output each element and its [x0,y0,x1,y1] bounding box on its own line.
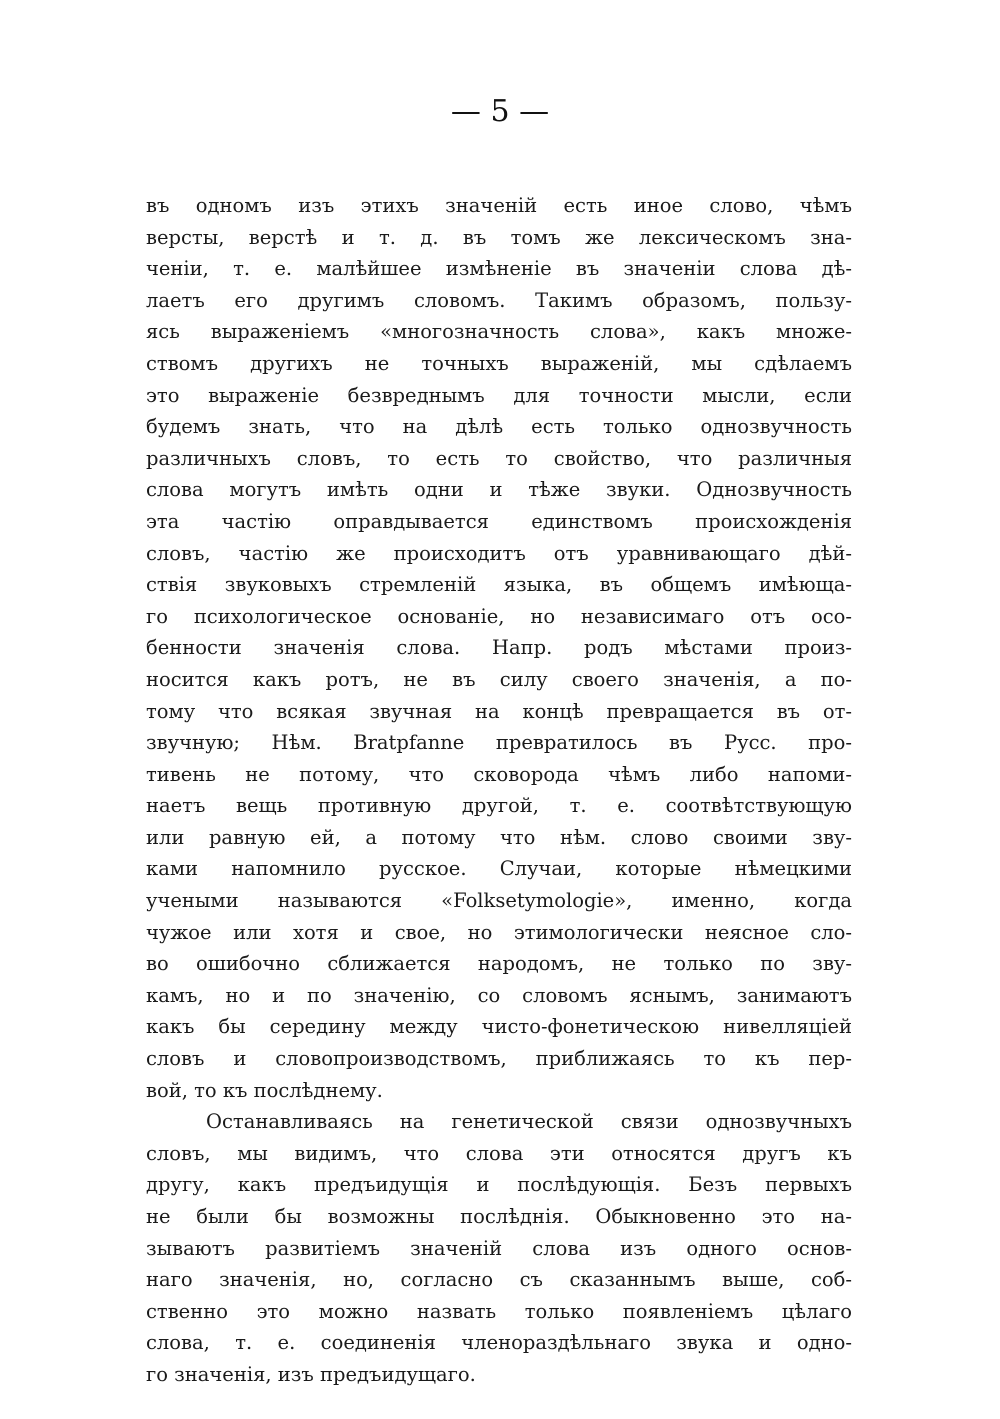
text-line: наетъ вещь противную другой, т. е. соотвѣтствующую [146,794,852,818]
text-line: ствія звуковыхъ стремленій языка, въ общемъ имѣюща- [146,573,852,597]
text-line: словъ, мы видимъ, что слова эти относятся другъ къ [146,1141,852,1165]
text-line: эта частію оправдывается единствомъ происхожденія [146,509,852,533]
text-line: другу, какъ предъидущія и послѣдующія. Безъ первыхъ [146,1173,852,1197]
text-line: версты, верстѣ и т. д. въ томъ же лексическомъ зна- [146,225,852,249]
text-line: звучную; Нѣм. Bratpfanne превратилось въ Русс. про- [146,731,852,755]
text-line: чужое или хотя и свое, но этимологически неясное сло- [146,920,852,944]
text-line: не были бы возможны послѣднія. Обыкновенно это на- [146,1205,852,1228]
text-line: ственно это можно назвать только появленіемъ цѣлаго [146,1299,852,1323]
paragraph-2 [146,1106,852,1390]
text-line: будемъ знать, что на дѣлѣ есть только однозвучность [146,415,852,439]
text-line: лаетъ его другимъ словомъ. Такимъ образомъ, пользу- [146,288,852,312]
text-line: наго значенія, но, согласно съ сказаннымъ выше, соб- [146,1268,852,1292]
text-line: ченіи, т. е. малѣйшее измѣненіе въ значеніи слова дѣ- [146,257,852,281]
text-line: го психологическое основаніе, но независимаго отъ осо- [146,604,852,628]
page-number: — 5 — [450,94,550,129]
text-line: въ одномъ изъ этихъ значеній есть иное слово, чѣмъ [146,194,852,217]
text-line: тому что всякая звучная на концѣ превращается въ от- [146,699,852,723]
text-line: словъ и словопроизводствомъ, приближаясь то къ пер- [146,1047,852,1071]
text-line: ствомъ другихъ не точныхъ выраженій, мы сдѣлаемъ [146,351,852,375]
text-line: вой, то къ послѣднему. [146,1078,383,1102]
text-line: это выраженіе безвреднымъ для точности мысли, если [146,383,852,407]
body-text [146,190,852,1391]
text-line: носится какъ ротъ, не въ силу своего значенія, а по- [146,667,852,691]
text-line: слова могутъ имѣть одни и тѣже звуки. Однозвучность [146,478,852,502]
text-line: учеными называются «Folksetymologie», именно, когда [146,889,852,913]
text-line: тивень не потому, что сковорода чѣмъ либо напоми- [146,762,852,786]
text-line: бенности значенія слова. Напр. родъ мѣстами произ- [146,636,852,660]
text-line: камъ, но и по значенію, со словомъ яснымъ, занимаютъ [146,983,852,1007]
text-line: слова, т. е. соединенія членораздѣльнаго звука и одно- [146,1331,852,1355]
text-line: го значенія, изъ предъидущаго. [146,1362,476,1386]
text-line: какъ бы середину между чисто-фонетическою нивелляціей [146,1015,852,1039]
text-line: различныхъ словъ, то есть то свойство, что различныя [146,446,852,470]
text-line: ками напомнило русское. Случаи, которые нѣмецкими [146,857,852,881]
paragraph-1 [146,190,852,1106]
text-line: или равную ей, а потому что нѣм. слово своими зву- [146,825,852,849]
text-line: словъ, частію же происходитъ отъ уравнивающаго дѣй- [146,541,852,565]
text-line: ясь выраженіемъ «многозначность слова», какъ множе- [146,320,852,344]
text-line: во ошибочно сближается народомъ, не только по зву- [146,952,852,976]
text-line: зываютъ развитіемъ значеній слова изъ одного основ- [146,1236,852,1260]
text-line: Останавливаясь на генетической связи однозвучныхъ [206,1110,852,1134]
